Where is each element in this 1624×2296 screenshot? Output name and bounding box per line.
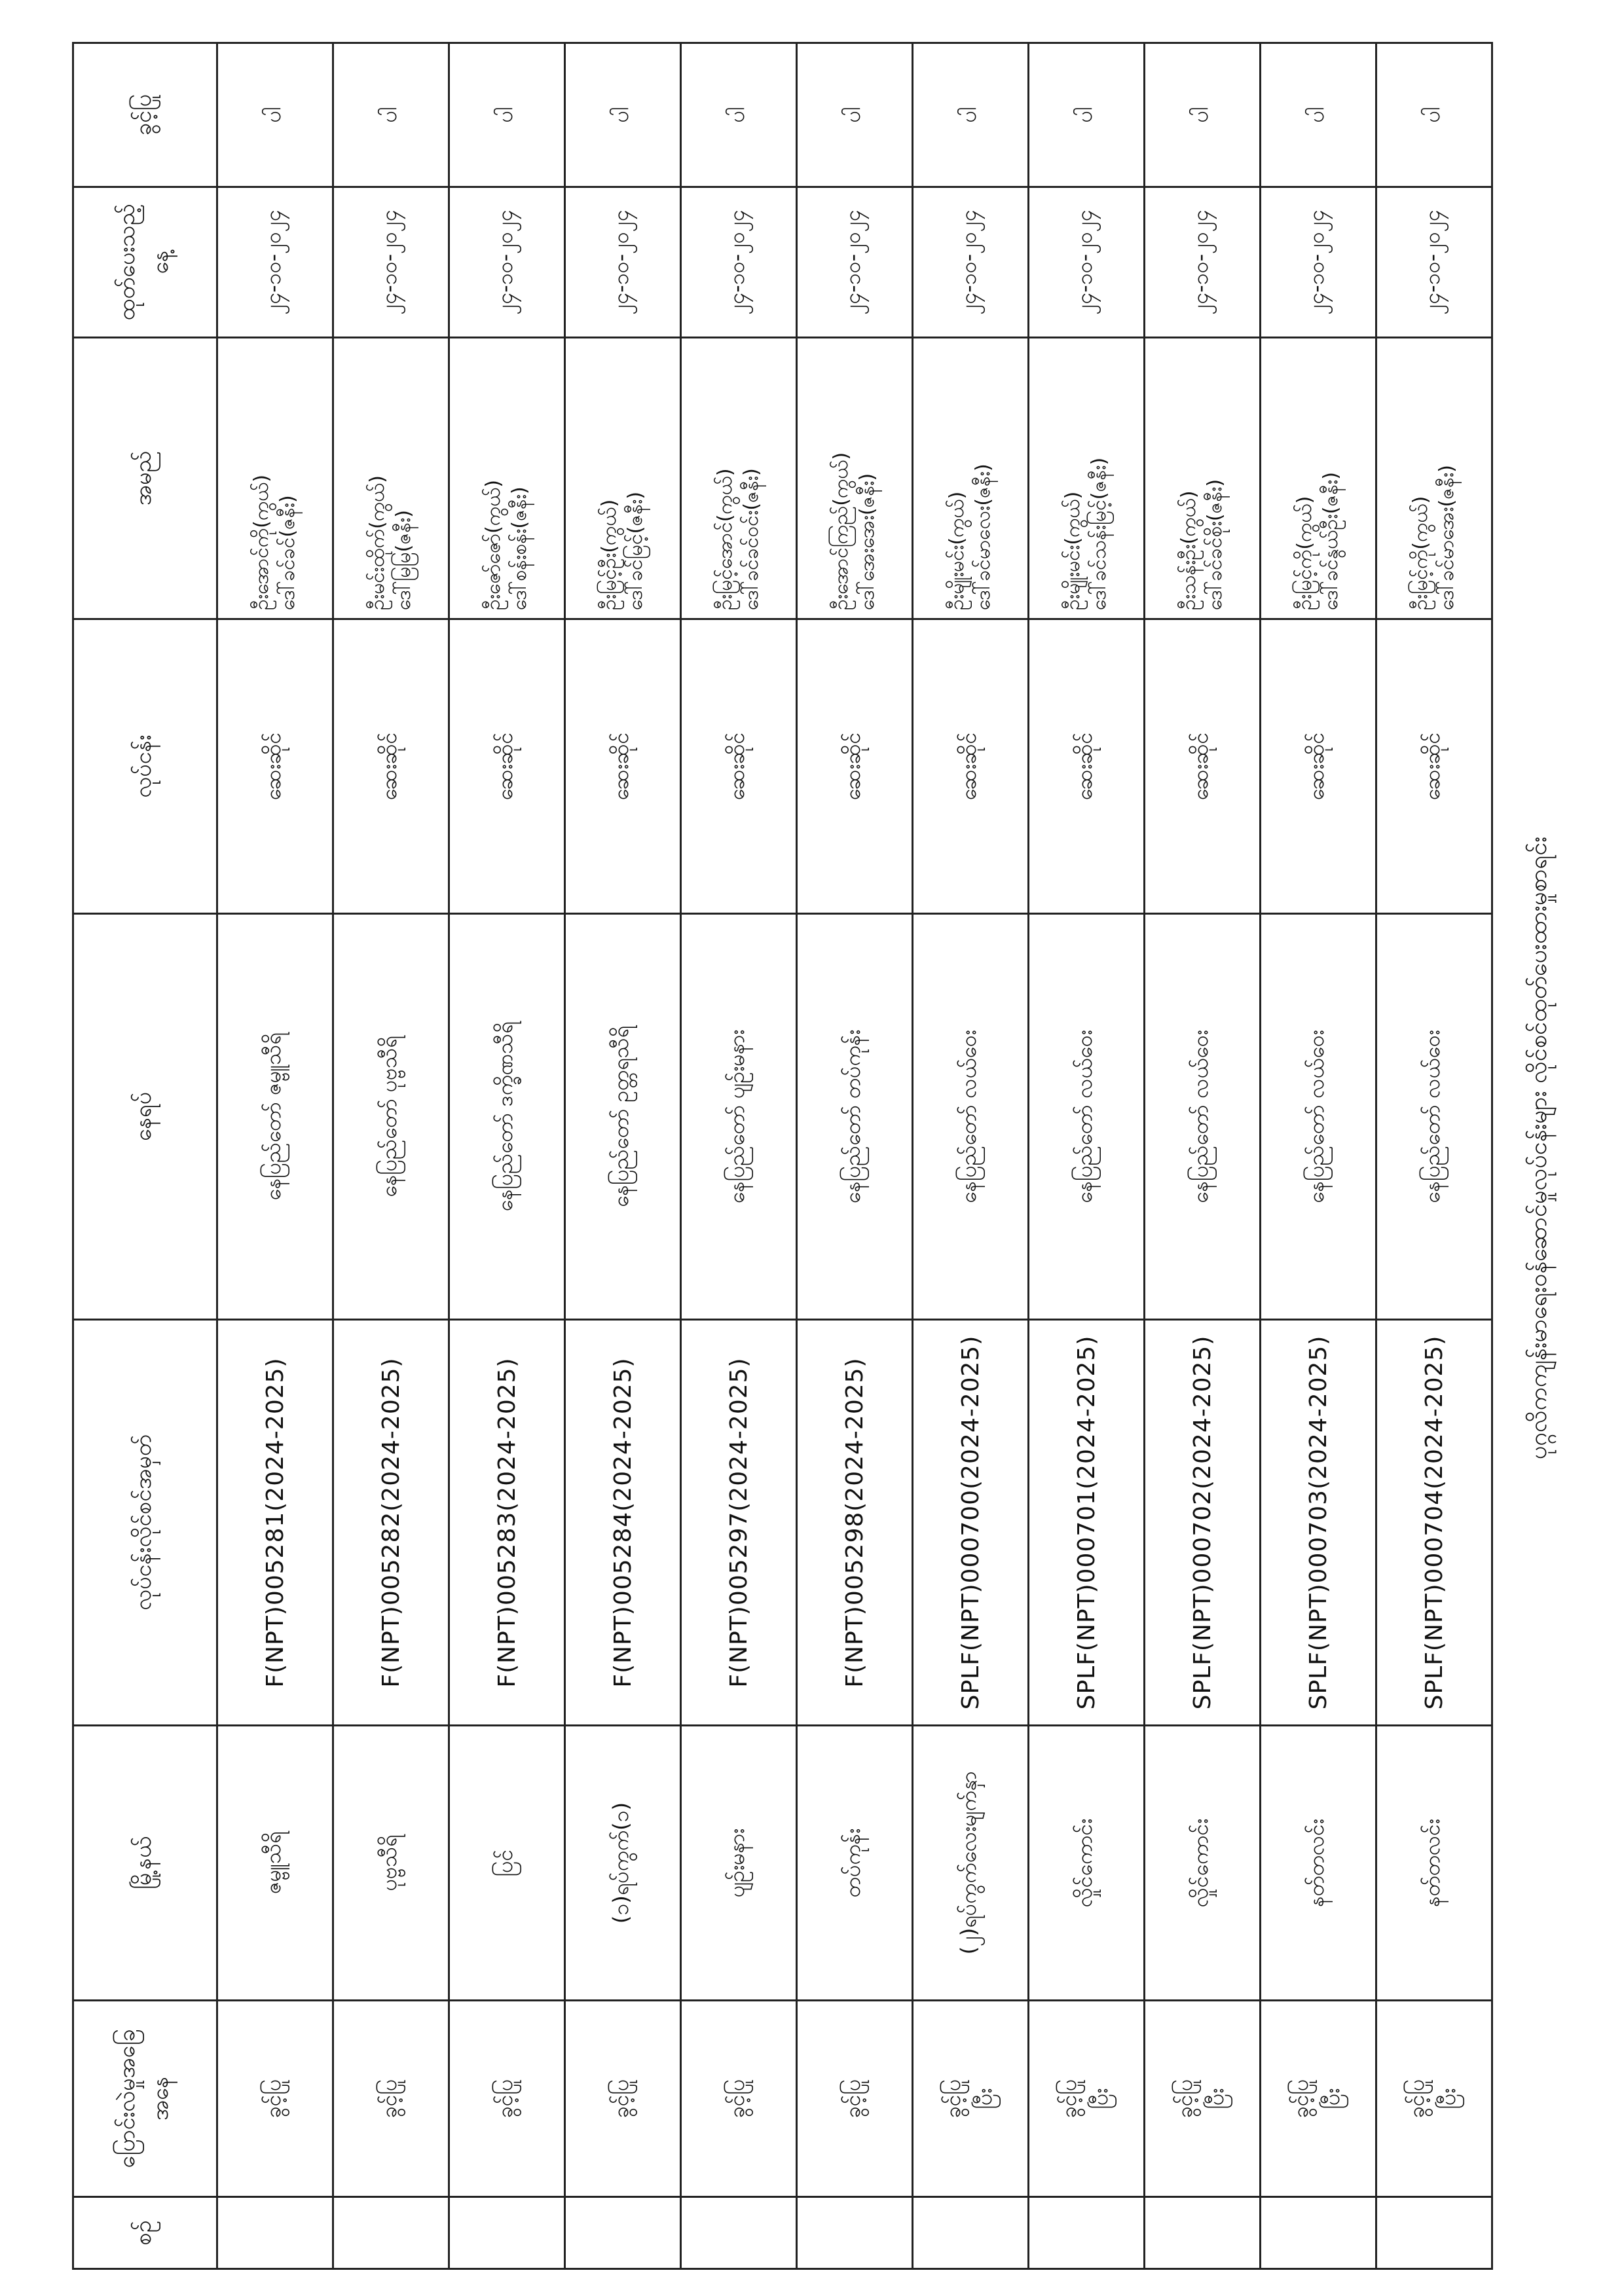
cell-date: ၂၄-၁၀-၂၀၂၄ [1029,187,1145,338]
header-township: မြို့နယ် [73,1726,217,2001]
name-line: ဦးမြင့်အောင်(ကွယ်) [714,468,737,610]
cell-name [797,338,913,619]
name-line: ဒေါ်ခင်ခင်စိုး(ဇနီး) [1204,479,1227,610]
cell-status [1029,2001,1145,2197]
cell-address: နေပြည်တော် လယ်ဝေး [1261,914,1376,1320]
name-line: ဦးမြင့်ကို(ကွယ်) [1409,496,1432,610]
page-title: ပုဂ္ဂလိကကျန်းမာရေးဝန်ဆောင်မှုလုပ်ငန်းများ လိုင်စင်ထုတ်ပေးထားမှုစာရင်း [1525,836,1552,1460]
table-row [449,43,565,2269]
cell-license: SPLF(NPT)000702(2024-2025) [1145,1320,1261,1726]
cell-signature: ပါ [797,43,913,187]
cell-address: နေပြည်တော် လယ်ဝေး [913,914,1029,1320]
cell-no [449,2197,565,2269]
header-status: ပြောင်းလဲမှုအခြေ အနေ [73,2001,217,2197]
cell-name [1145,338,1261,619]
header-license: လုပ်ငန်းလိုင်စင်အမှတ် [73,1320,217,1726]
header-signature: ခွင့်ပြု [73,43,217,187]
cell-township: တပ်ကုန်း [797,1726,913,2001]
cell-township: နတ်တလင်း [1376,1726,1492,2001]
cell-date: ၂၄-၁၀-၂၀၂၄ [333,187,449,338]
cell-township: (၂)ရပ်ကွက်လေးမျက်နှာ [913,1726,1029,2001]
table-row [1145,43,1261,2269]
cell-business: ဆေးဆိုင် [333,619,449,914]
cell-township: (၁)ရပ်ကွက်(၁) [565,1726,681,2001]
name-line: ဒေါ်မြမြ(ဇနီး) [392,509,415,610]
cell-date: ၂၄-၁၀-၂၀၂၄ [797,187,913,338]
cell-address: နေပြည်တော် ဥတ္တရသီရိ [565,914,681,1320]
cell-no [1145,2197,1261,2269]
header-name: အမည် [73,338,217,619]
status-line: ပြီး [972,2088,997,2109]
name-line: ဦးမြင့်ဦး(ကွယ်) [598,499,621,610]
name-line: ဦးဇော်ဇော်(ကွယ်) [482,479,505,610]
cell-date: ၂၄-၁၀-၂၀၂၄ [1145,187,1261,338]
cell-business: ဆေးဆိုင် [1376,619,1492,914]
cell-name [1376,338,1492,619]
cell-status [333,2001,449,2197]
cell-business: ဆေးဆိုင် [681,619,797,914]
status-line: ခွင့်ပြု [940,2079,965,2119]
cell-address: နေပြည်တော် ဇမ္ဗူသီရိ [217,914,333,1320]
cell-license: F(NPT)005284(2024-2025) [565,1320,681,1726]
cell-business: ဆေးဆိုင် [1261,619,1376,914]
cell-no [1261,2197,1376,2269]
cell-name [1261,338,1376,619]
cell-license: F(NPT)005281(2024-2025) [217,1320,333,1726]
cell-signature: ပါ [1261,43,1376,187]
cell-no [333,2197,449,2269]
cell-business: ဆေးဆိုင် [913,619,1029,914]
table-row [565,43,681,2269]
name-line: ဒေါ်ခင်မာလေး(ဇနီး) [972,464,995,610]
cell-township: ပျဉ်းမနား [681,1726,797,2001]
cell-no [913,2197,1029,2269]
header-no: စဉ် [73,2197,217,2269]
cell-license: SPLF(NPT)000701(2024-2025) [1029,1320,1145,1726]
cell-name [333,338,449,619]
name-line: ဦးမြင့်ကို(ကွယ်) [1293,496,1316,610]
cell-no [1029,2197,1145,2269]
status-line: ပြီး [1204,2088,1228,2109]
name-line: ဦးသန်းဦး(ကွယ်) [1177,490,1200,610]
cell-township: နတ်တလင်း [1261,1726,1376,2001]
header-business: လုပ်ငန်း [73,619,217,914]
cell-signature: ပါ [1145,43,1261,187]
table-row [1261,43,1376,2269]
cell-business: ဆေးဆိုင် [449,619,565,914]
cell-date: ၂၄-၁၀-၂၀၂၄ [565,187,681,338]
table-row [1376,43,1492,2269]
cell-address: နေပြည်တော် လယ်ဝေး [1376,914,1492,1320]
table-header-row [73,43,217,2269]
cell-business: ဆေးဆိုင် [565,619,681,914]
cell-township: ပုဗ္ဗသီရိ [333,1726,449,2001]
status-line: ပြီး [1320,2088,1344,2109]
table-row [797,43,913,2269]
status-line: ခွင့်ပြု [1056,2079,1081,2119]
license-table [72,42,1493,2270]
cell-license: SPLF(NPT)000700(2024-2025) [913,1320,1029,1726]
cell-signature: ပါ [913,43,1029,187]
cell-name [565,338,681,619]
name-line: ဒေါ်ခင်သန်းမြင့်(ဇနီး) [1088,457,1111,610]
cell-township: လှိုင်ကောင်း [1145,1726,1261,2001]
cell-township: ပြင် [449,1726,565,2001]
cell-date: ၂၄-၁၀-၂၀၂၄ [217,187,333,338]
table-row [681,43,797,2269]
cell-date: ၂၄-၁၀-၂၀၂၄ [913,187,1029,338]
status-line: ခွင့်ပြု [261,2079,286,2119]
header-address: နေရပ် [73,914,217,1320]
name-line: ဒေါ်စန်းစန်း(ဇနီး) [508,486,531,610]
cell-status [1145,2001,1261,2197]
cell-name [913,338,1029,619]
status-line: ပြီး [1435,2088,1460,2109]
cell-status [217,2001,333,2197]
table-row [1029,43,1145,2269]
cell-business: ဆေးဆိုင် [797,619,913,914]
name-line: ဦးမျိုးမင်း(ကွယ်) [1061,491,1084,610]
cell-township: လှိုင်ကောင်း [1029,1726,1145,2001]
cell-date: ၂၄-၁၀-၂၀၂၄ [1376,187,1492,338]
status-line: ခွင့်ပြု [1172,2079,1197,2119]
status-line: ခွင့်ပြု [492,2079,517,2119]
header-date: ထုတ်ပေးသည့်နေ့ [73,187,217,338]
name-line: ဦးမင်းထိုက်(ကွယ်) [366,475,389,610]
name-line: ဦးအောင်ကြည်(ကွယ်) [830,452,853,610]
cell-license: SPLF(NPT)000704(2024-2025) [1376,1320,1492,1726]
cell-signature: ပါ [1376,43,1492,187]
cell-business: ဆေးဆိုင် [1145,619,1261,914]
status-line: ခွင့်ပြု [1288,2079,1313,2119]
name-line: ဒေါ်ခင်မာအေး(ဇနီး) [1435,465,1458,610]
cell-license: SPLF(NPT)000703(2024-2025) [1261,1320,1376,1726]
cell-signature: ပါ [449,43,565,187]
name-line: ဒေါ်ခင်နွယ်ဦး(ဇနီး) [1320,471,1342,610]
cell-address: နေပြည်တော် ပျဉ်းမနား [681,914,797,1320]
cell-signature: ပါ [217,43,333,187]
name-line: ဒေါ်ခင်ခင်(ဇနီး) [276,495,299,610]
cell-status [1376,2001,1492,2197]
cell-signature: ပါ [1029,43,1145,187]
cell-signature: ပါ [681,43,797,187]
cell-no [217,2197,333,2269]
name-line: ဦးမျိုးမင်း(ကွယ်) [946,491,969,610]
cell-name [681,338,797,619]
cell-date: ၂၄-၁၀-၂၀၂၄ [1261,187,1376,338]
cell-township: ဇမ္ဗူသီရိ [217,1726,333,2001]
status-line: ခွင့်ပြု [840,2079,865,2119]
table-row [913,43,1029,2269]
name-line: ဦးအောင်ကို(ကွယ်) [250,474,273,610]
cell-date: ၂၄-၁၀-၂၀၂၄ [449,187,565,338]
cell-business: ဆေးဆိုင် [217,619,333,914]
name-line: ဒေါ်အေးအေး(ဇနီး) [856,473,879,610]
cell-status [913,2001,1029,2197]
cell-no [1376,2197,1492,2269]
table-row [333,43,449,2269]
cell-address: နေပြည်တော် လယ်ဝေး [1145,914,1261,1320]
status-line: ခွင့်ပြု [1404,2079,1429,2119]
cell-name [217,338,333,619]
cell-no [797,2197,913,2269]
cell-status [681,2001,797,2197]
cell-no [565,2197,681,2269]
cell-license: F(NPT)005283(2024-2025) [449,1320,565,1726]
cell-no [681,2197,797,2269]
status-line: ပြီး [1088,2088,1113,2109]
cell-date: ၂၄-၁၀-၂၀၂၄ [681,187,797,338]
cell-address: နေပြည်တော် လယ်ဝေး [1029,914,1145,1320]
cell-business: ဆေးဆိုင် [1029,619,1145,914]
cell-license: F(NPT)005282(2024-2025) [333,1320,449,1726]
cell-signature: ပါ [333,43,449,187]
name-line: ဒေါ်ခင်ခင်ဝင်း(ဇနီး) [740,468,763,610]
table-row [217,43,333,2269]
cell-status [797,2001,913,2197]
cell-address: နေပြည်တော် ပုဗ္ဗသီရိ [333,914,449,1320]
cell-signature: ပါ [565,43,681,187]
cell-address: နေပြည်တော် တပ်ကုန်း [797,914,913,1320]
cell-license: F(NPT)005298(2024-2025) [797,1320,913,1726]
cell-name [449,338,565,619]
cell-address: နေပြည်တော် ဒက္ခိဏသီရိ [449,914,565,1320]
cell-status [449,2001,565,2197]
cell-status [1261,2001,1376,2197]
name-line: ဒေါ်ခင်မြင့်(ဇနီး) [624,491,647,610]
cell-status [565,2001,681,2197]
status-line: ခွင့်ပြု [608,2079,633,2119]
status-line: ခွင့်ပြု [724,2079,749,2119]
cell-name [1029,338,1145,619]
status-line: ခွင့်ပြု [377,2079,401,2119]
cell-license: F(NPT)005297(2024-2025) [681,1320,797,1726]
